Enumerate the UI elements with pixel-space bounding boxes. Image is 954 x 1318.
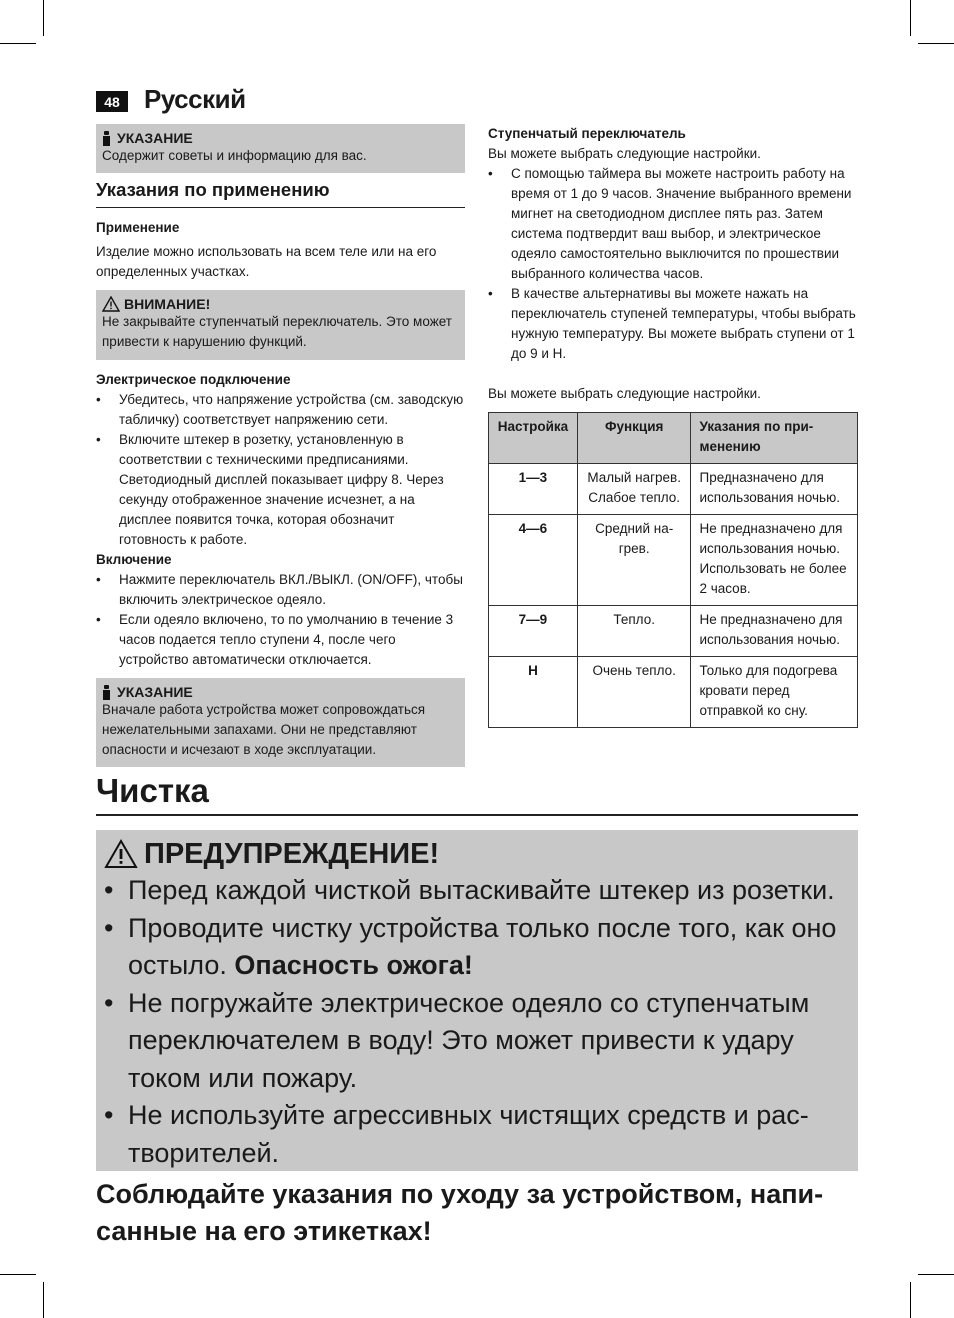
note-text: Вначале работа устройства может сопровождаться нежелательными запахами. Они не представляют опасности и исчезают в ходе эксплуатации. [102, 702, 426, 757]
crop-mark [910, 1282, 911, 1318]
note-title: УКАЗАНИЕ [117, 684, 193, 700]
warning-text: Проводите чистку устройства только после того, как оно остыло. [128, 912, 837, 980]
crop-mark [43, 0, 44, 36]
table-cell: Очень тепло. [577, 657, 691, 728]
list-item [104, 910, 850, 985]
table-row [489, 515, 858, 606]
list-item: • Перед каждой чисткой вытаскивайте штекер из розетки. [104, 872, 850, 910]
section-title: Указания по применению [96, 173, 465, 208]
table-cell: H [489, 657, 578, 728]
onoff-list [96, 570, 465, 670]
crop-mark [918, 43, 954, 44]
usage-heading: Применение [96, 220, 180, 235]
table-header: Указания по применению [691, 413, 858, 464]
table-row [489, 606, 858, 657]
info-icon [102, 685, 111, 700]
crop-mark [0, 1274, 36, 1275]
switch-heading: Ступенчатый переключатель [488, 126, 686, 141]
crop-mark [918, 1274, 954, 1275]
crop-mark [43, 1282, 44, 1318]
table-cell: 1—3 [489, 464, 578, 515]
cleaning-title: Чистка [96, 772, 858, 816]
info-icon [102, 131, 111, 146]
switch-intro: Вы можете выбрать следующие настройки. [488, 146, 761, 161]
list-item: • С помощью таймера вы можете настроить работу на время от 1 до 9 часов. Значение выбранного времени мигнет на светодиодном дисплее пять раз. Затем система подтвердит ваш выбор, и электрическое одеяло самостоятельно выключится по прошествии выбранного количества часов. [488, 164, 858, 284]
warning-triangle-icon [104, 839, 138, 869]
attention-title: ВНИМАНИЕ! [124, 296, 211, 312]
crop-mark [910, 0, 911, 36]
attention-text: Не закрывайте ступенчатый переключатель. Это может привести к нарушению функций. [102, 314, 452, 349]
electric-heading: Электрическое подключение [96, 372, 291, 387]
table-cell: 4—6 [489, 515, 578, 606]
list-item: • Убедитесь, что напряжение устройства (см. заводскую табличку) соответствует напряжению сети. [96, 390, 465, 430]
left-column [96, 124, 465, 767]
table-header: Функция [577, 413, 691, 464]
crop-mark [0, 43, 36, 44]
table-header-row [489, 413, 858, 464]
language-title: Русский [144, 84, 246, 114]
table-cell: Предназначено для использования ночью. [691, 464, 858, 515]
note-box [96, 124, 465, 173]
page-number: 48 [96, 91, 128, 112]
list-item: • В качестве альтернативы вы можете нажать на переключатель ступеней температуры, чтобы выбрать нужную температуру. Вы можете выбрать ступени от 1 до 9 и H. [488, 284, 858, 364]
table-cell: Только для подогрева кровати перед отправкой ко сну. [691, 657, 858, 728]
warning-triangle-icon [102, 296, 120, 312]
care-label-note: Соблюдайте указания по уходу за устройством, написанные на его этикетках! [96, 1179, 824, 1246]
switch-list [488, 164, 858, 364]
table-cell: Тепло. [577, 606, 691, 657]
usage-text: Изделие можно использовать на всем теле или на его определенных участках. [96, 244, 437, 279]
table-cell: Средний нагрев. [577, 515, 691, 606]
table-cell: Не предназначено для использования ночью. Использовать не более 2 часов. [691, 515, 858, 606]
list-item: • Включите штекер в розетку, установленную в соответствии с техническими предписаниями. Светодиодный дисплей показывает цифру 8. Через секунду отображенное значение исчезнет, а на дисплее появится точка, которая обозначит готовность к работе. [96, 430, 465, 550]
warning-list [104, 872, 850, 1172]
note-box [96, 678, 465, 767]
burn-hazard-text: Опасность ожога! [234, 950, 473, 980]
electric-list [96, 390, 465, 550]
table-row [489, 464, 858, 515]
attention-box [96, 290, 465, 360]
settings-table [488, 412, 858, 728]
list-item: • Не погружайте электрическое одеяло со ступенчатым переключателем в воду! Это может привести к удару током или пожару. [104, 985, 850, 1098]
table-cell: Малый нагрев. Слабое тепло. [577, 464, 691, 515]
table-cell: Не предназначено для использования ночью. [691, 606, 858, 657]
note-title: УКАЗАНИЕ [117, 130, 193, 146]
onoff-heading: Включение [96, 552, 172, 567]
table-cell: 7—9 [489, 606, 578, 657]
table-intro: Вы можете выбрать следующие настройки. [488, 386, 761, 401]
note-text: Содержит советы и информацию для вас. [102, 148, 367, 163]
list-item: • Если одеяло включено, то по умолчанию в течение 3 часов подается тепло ступени 4, после чего устройство автоматически отключается. [96, 610, 465, 670]
right-column [488, 124, 858, 728]
warning-title: ПРЕДУПРЕЖДЕНИЕ! [144, 838, 440, 870]
table-header: Настройка [489, 413, 578, 464]
table-row [489, 657, 858, 728]
list-item: • Не используйте агрессивных чистящих средств и растворителей. [104, 1097, 850, 1172]
cleaning-warning-box [96, 830, 858, 1171]
list-item: • Нажмите переключатель ВКЛ./ВЫКЛ. (ON/OFF), чтобы включить электрическое одеяло. [96, 570, 465, 610]
